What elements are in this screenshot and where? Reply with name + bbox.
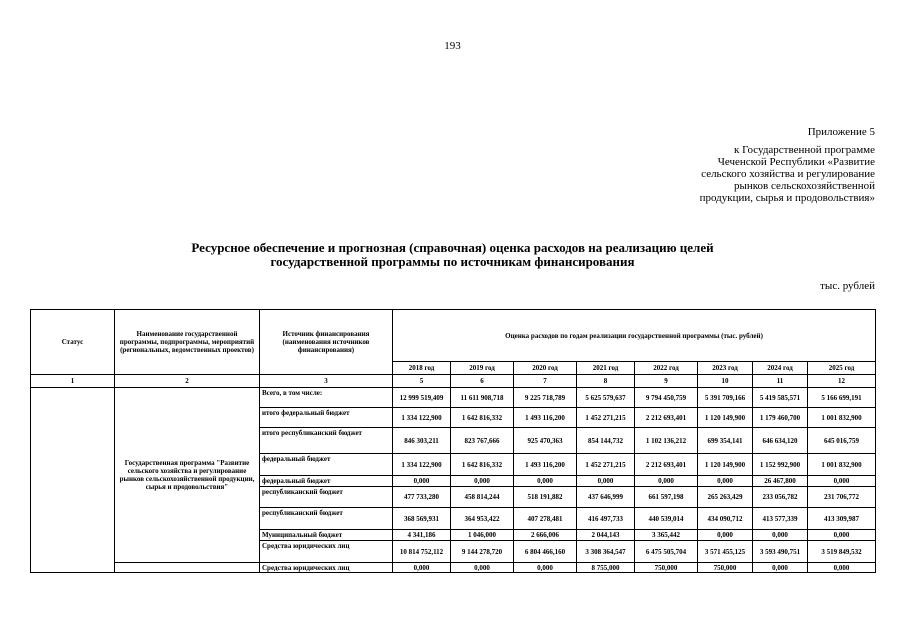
col-number: 3 bbox=[260, 375, 393, 388]
year-header: 2021 год bbox=[577, 362, 635, 375]
value-cell: 10 814 752,112 bbox=[393, 541, 451, 563]
value-cell: 1 152 992,900 bbox=[753, 454, 808, 476]
value-cell: 5 625 579,637 bbox=[577, 388, 635, 408]
value-cell: 1 001 832,900 bbox=[808, 408, 876, 428]
value-cell: 0,000 bbox=[393, 476, 451, 487]
value-cell: 413 577,339 bbox=[753, 508, 808, 530]
value-cell: 3 308 364,547 bbox=[577, 541, 635, 563]
col-number: 10 bbox=[698, 375, 753, 388]
source-cell: Всего, в том числе: bbox=[260, 388, 393, 408]
value-cell: 661 597,198 bbox=[635, 487, 698, 508]
appendix-line: рынков сельскохозяйственной bbox=[733, 180, 875, 192]
year-header: 2025 год bbox=[808, 362, 876, 375]
col-number: 7 bbox=[514, 375, 577, 388]
source-cell: республиканский бюджет bbox=[260, 487, 393, 508]
value-cell: 416 497,733 bbox=[577, 508, 635, 530]
value-cell: 0,000 bbox=[808, 563, 876, 573]
value-cell: 364 953,422 bbox=[451, 508, 514, 530]
year-header: 2022 год bbox=[635, 362, 698, 375]
value-cell: 1 334 122,900 bbox=[393, 408, 451, 428]
value-cell: 1 046,000 bbox=[451, 530, 514, 541]
appendix-line: Чеченской Республики «Развитие bbox=[717, 156, 875, 168]
table-row bbox=[31, 388, 876, 408]
value-cell: 9 225 718,789 bbox=[514, 388, 577, 408]
value-cell: 2 212 693,401 bbox=[635, 408, 698, 428]
value-cell: 1 179 460,700 bbox=[753, 408, 808, 428]
appendix-line: сельского хозяйства и регулирование bbox=[701, 168, 875, 180]
value-cell: 11 611 908,718 bbox=[451, 388, 514, 408]
value-cell: 2 666,006 bbox=[514, 530, 577, 541]
source-cell: республиканский бюджет bbox=[260, 508, 393, 530]
value-cell: 0,000 bbox=[393, 563, 451, 573]
source-cell: Муниципальный бюджет bbox=[260, 530, 393, 541]
col-number: 8 bbox=[577, 375, 635, 388]
value-cell: 413 309,987 bbox=[808, 508, 876, 530]
value-cell: 518 191,882 bbox=[514, 487, 577, 508]
value-cell: 0,000 bbox=[451, 563, 514, 573]
header-estimate: Оценка расходов по годам реализации государственной программы (тыс. рублей) bbox=[393, 310, 876, 362]
source-cell: федеральный бюджет bbox=[260, 454, 393, 476]
col-number: 12 bbox=[808, 375, 876, 388]
value-cell: 1 642 816,332 bbox=[451, 454, 514, 476]
value-cell: 368 569,931 bbox=[393, 508, 451, 530]
value-cell: 6 475 505,704 bbox=[635, 541, 698, 563]
value-cell: 1 452 271,215 bbox=[577, 454, 635, 476]
document-title bbox=[100, 241, 805, 269]
value-cell: 854 144,732 bbox=[577, 428, 635, 454]
value-cell: 0,000 bbox=[514, 563, 577, 573]
value-cell: 1 120 149,900 bbox=[698, 408, 753, 428]
year-header: 2019 год bbox=[451, 362, 514, 375]
value-cell: 434 090,712 bbox=[698, 508, 753, 530]
column-numbers-row bbox=[31, 375, 876, 388]
value-cell: 265 263,429 bbox=[698, 487, 753, 508]
value-cell: 0,000 bbox=[635, 476, 698, 487]
value-cell: 1 493 116,200 bbox=[514, 454, 577, 476]
value-cell: 925 470,363 bbox=[514, 428, 577, 454]
value-cell: 26 467,800 bbox=[753, 476, 808, 487]
value-cell: 1 120 149,900 bbox=[698, 454, 753, 476]
value-cell: 477 733,280 bbox=[393, 487, 451, 508]
value-cell: 2 212 693,401 bbox=[635, 454, 698, 476]
value-cell: 1 642 816,332 bbox=[451, 408, 514, 428]
header-source: Источник финансирования (наименования источников финансирования) bbox=[260, 310, 393, 375]
value-cell: 645 016,759 bbox=[808, 428, 876, 454]
value-cell: 440 539,014 bbox=[635, 508, 698, 530]
value-cell: 0,000 bbox=[698, 530, 753, 541]
value-cell: 3 519 849,532 bbox=[808, 541, 876, 563]
value-cell: 699 354,141 bbox=[698, 428, 753, 454]
value-cell: 1 334 122,900 bbox=[393, 454, 451, 476]
value-cell: 231 706,772 bbox=[808, 487, 876, 508]
appendix-block bbox=[615, 126, 875, 204]
header-row bbox=[31, 310, 876, 362]
value-cell: 0,000 bbox=[808, 530, 876, 541]
value-cell: 9 144 278,720 bbox=[451, 541, 514, 563]
source-cell: итого федеральный бюджет bbox=[260, 408, 393, 428]
budget-table bbox=[30, 309, 876, 573]
source-cell: федеральный бюджет bbox=[260, 476, 393, 487]
year-header: 2018 год bbox=[393, 362, 451, 375]
value-cell: 233 056,782 bbox=[753, 487, 808, 508]
value-cell: 3 571 455,125 bbox=[698, 541, 753, 563]
value-cell: 750,000 bbox=[698, 563, 753, 573]
value-cell: 1 493 116,200 bbox=[514, 408, 577, 428]
value-cell: 0,000 bbox=[577, 476, 635, 487]
value-cell: 437 646,999 bbox=[577, 487, 635, 508]
value-cell: 6 804 466,160 bbox=[514, 541, 577, 563]
value-cell: 3 593 490,751 bbox=[753, 541, 808, 563]
value-cell: 8 755,000 bbox=[577, 563, 635, 573]
value-cell: 5 419 585,571 bbox=[753, 388, 808, 408]
source-cell: Средства юридических лиц bbox=[260, 541, 393, 563]
empty-name-cell bbox=[115, 563, 260, 573]
value-cell: 1 102 136,212 bbox=[635, 428, 698, 454]
value-cell: 9 794 450,759 bbox=[635, 388, 698, 408]
value-cell: 5 391 709,166 bbox=[698, 388, 753, 408]
status-cell bbox=[31, 388, 115, 573]
value-cell: 750,000 bbox=[635, 563, 698, 573]
col-number: 11 bbox=[753, 375, 808, 388]
value-cell: 0,000 bbox=[451, 476, 514, 487]
value-cell: 0,000 bbox=[808, 476, 876, 487]
value-cell: 5 166 699,191 bbox=[808, 388, 876, 408]
value-cell: 1 001 832,900 bbox=[808, 454, 876, 476]
value-cell: 0,000 bbox=[753, 530, 808, 541]
value-cell: 2 044,143 bbox=[577, 530, 635, 541]
value-cell: 846 303,211 bbox=[393, 428, 451, 454]
header-name: Наименование государственной программы, подпрограммы, мероприятий (региональных, ведомственных проектов) bbox=[115, 310, 260, 375]
table-row bbox=[31, 563, 876, 573]
col-number: 6 bbox=[451, 375, 514, 388]
value-cell: 823 767,666 bbox=[451, 428, 514, 454]
title-line: Ресурсное обеспечение и прогнозная (справочная) оценка расходов на реализацию целей bbox=[191, 240, 714, 255]
page-number: 193 bbox=[444, 40, 461, 52]
program-name-cell: Государственная программа "Развитие сельского хозяйства и регулирование рынков сельскохозяйственной продукции, сырья и продовольствия" bbox=[115, 388, 260, 563]
col-number: 9 bbox=[635, 375, 698, 388]
value-cell: 407 278,481 bbox=[514, 508, 577, 530]
value-cell: 646 634,120 bbox=[753, 428, 808, 454]
value-cell: 458 814,244 bbox=[451, 487, 514, 508]
col-number: 2 bbox=[115, 375, 260, 388]
appendix-line: продукции, сырья и продовольствия» bbox=[699, 192, 875, 204]
source-cell: Средства юридических лиц bbox=[260, 563, 393, 573]
units-label: тыс. рублей bbox=[820, 280, 875, 292]
value-cell: 1 452 271,215 bbox=[577, 408, 635, 428]
value-cell: 4 341,186 bbox=[393, 530, 451, 541]
header-status: Статус bbox=[31, 310, 115, 375]
col-number: 5 bbox=[393, 375, 451, 388]
year-header: 2024 год bbox=[753, 362, 808, 375]
year-header: 2023 год bbox=[698, 362, 753, 375]
value-cell: 0,000 bbox=[753, 563, 808, 573]
source-cell: итого республиканский бюджет bbox=[260, 428, 393, 454]
value-cell: 0,000 bbox=[514, 476, 577, 487]
appendix-line: к Государственной программе bbox=[734, 144, 875, 156]
value-cell: 0,000 bbox=[698, 476, 753, 487]
col-number: 1 bbox=[31, 375, 115, 388]
value-cell: 12 999 519,409 bbox=[393, 388, 451, 408]
value-cell: 3 365,442 bbox=[635, 530, 698, 541]
appendix-title: Приложение 5 bbox=[807, 126, 875, 138]
year-header: 2020 год bbox=[514, 362, 577, 375]
title-line: государственной программы по источникам финансирования bbox=[270, 254, 635, 269]
